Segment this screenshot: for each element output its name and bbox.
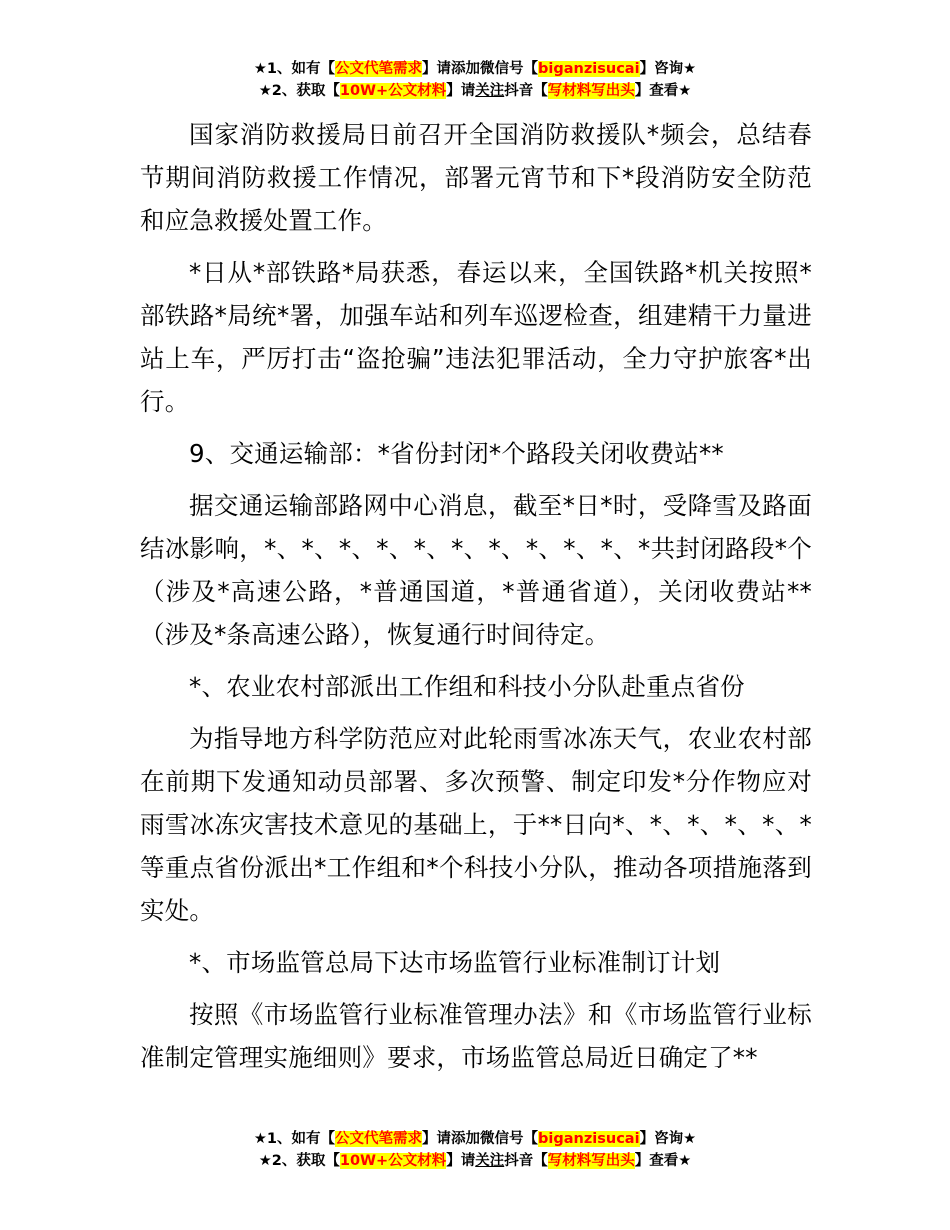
document-body bbox=[140, 113, 812, 1088]
paragraph: 据交通运输部路网中心消息，截至*日*时，受降雪及路面结冰影响，*、*、*、*、*、*、*、*、*、*、*共封闭路段*个（涉及*高速公路，*普通国道，*普通省道），关闭收费站**（涉及*条高速公路），恢复通行时间待定。 bbox=[140, 491, 812, 649]
paragraph: 国家消防救援局日前召开全国消防救援队*频会，总结春节期间消防救援工作情况，部署元宵节和下*段消防安全防范和应急救援处置工作。 bbox=[140, 120, 812, 235]
banner-text: 】查看★ bbox=[634, 1153, 692, 1169]
highlight-service: 公文代笔需求 bbox=[335, 61, 423, 77]
banner-text: ★1、如有【 bbox=[253, 61, 336, 77]
paragraph: 为指导地方科学防范应对此轮雨雪冰冻天气，农业农村部在前期下发通知动员部署、多次预警、制定印发*分作物应对雨雪冰冻灾害技术意见的基础上，于**日向*、*、*、*、*、*等重点省份派出*工作组和*个科技小分队，推动各项措施落到实处。 bbox=[140, 724, 812, 925]
section-heading: *、农业农村部派出工作组和科技小分队赴重点省份 bbox=[189, 672, 745, 701]
footer-banner bbox=[0, 1128, 950, 1172]
highlight-service: 公文代笔需求 bbox=[335, 1131, 423, 1147]
banner-text: 】请添加微信号【 bbox=[422, 61, 539, 77]
banner-line-1 bbox=[0, 1128, 950, 1150]
banner-text: ★2、获取【 bbox=[258, 1153, 340, 1169]
banner-text: 抖音【 bbox=[504, 1153, 548, 1169]
highlight-wechat-id: biganzisucai bbox=[538, 1131, 640, 1147]
highlight-douyin: 写材料写出头 bbox=[547, 1153, 635, 1169]
highlight-materials: 10W+公文材料 bbox=[339, 1153, 447, 1169]
banner-text: 抖音【 bbox=[504, 83, 548, 99]
banner-text: 】请 bbox=[446, 83, 476, 99]
highlight-douyin: 写材料写出头 bbox=[547, 83, 635, 99]
banner-text: 】请 bbox=[446, 1153, 476, 1169]
banner-text: 】请添加微信号【 bbox=[422, 1131, 539, 1147]
section-heading: *、市场监管总局下达市场监管行业标准制订计划 bbox=[189, 948, 721, 977]
banner-text: 】查看★ bbox=[634, 83, 692, 99]
banner-line-1 bbox=[0, 58, 950, 80]
banner-text: 】咨询★ bbox=[639, 1131, 697, 1147]
banner-text: 】咨询★ bbox=[639, 61, 697, 77]
banner-line-2 bbox=[0, 1150, 950, 1172]
header-banner bbox=[0, 58, 950, 102]
highlight-materials: 10W+公文材料 bbox=[339, 83, 447, 99]
highlight-wechat-id: biganzisucai bbox=[538, 61, 640, 77]
paragraph: 按照《市场监管行业标准管理办法》和《市场监管行业标准制定管理实施细则》要求，市场监管总局近日确定了** bbox=[140, 1000, 812, 1072]
banner-line-2 bbox=[0, 80, 950, 102]
banner-text: ★1、如有【 bbox=[253, 1131, 336, 1147]
underlined-follow: 关注 bbox=[475, 1153, 505, 1169]
section-heading: 9、交通运输部：*省份封闭*个路段关闭收费站** bbox=[189, 439, 724, 468]
paragraph: *日从*部铁路*局获悉，春运以来，全国铁路*机关按照*部铁路*局统*署，加强车站和列车巡逻检查，组建精干力量进站上车，严厉打击“盗抢骗”违法犯罪活动，全力守护旅客*出行。 bbox=[140, 258, 812, 416]
underlined-follow: 关注 bbox=[475, 83, 505, 99]
banner-text: ★2、获取【 bbox=[258, 83, 340, 99]
